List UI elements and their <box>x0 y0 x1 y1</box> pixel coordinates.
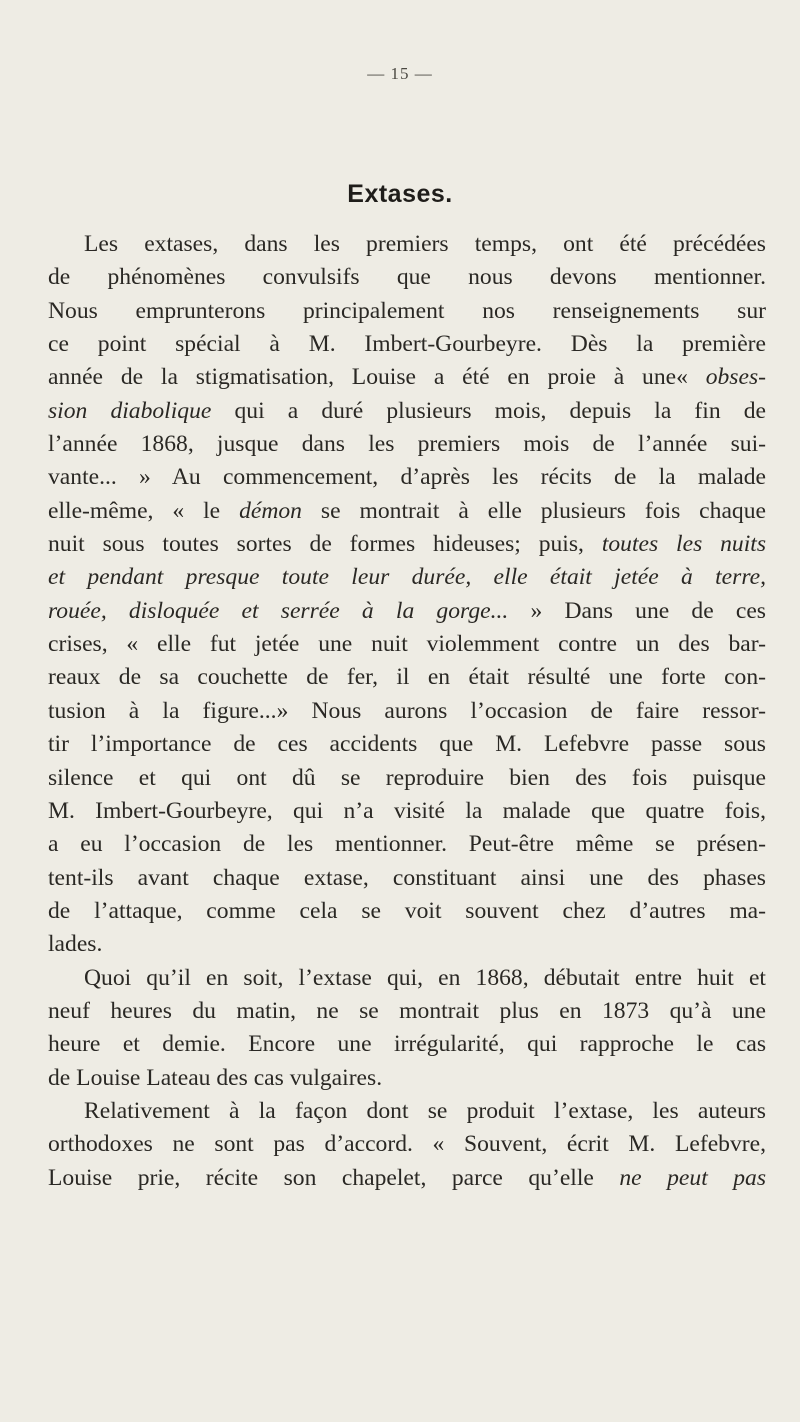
text-segment: Les extases, dans les premiers temps, ont été précédées <box>84 231 766 257</box>
text-segment: silence et qui ont dû se reproduire bien des fois puisque <box>48 764 766 791</box>
italic-text: rouée, disloquée et serrée à la gorge... <box>48 597 509 624</box>
text-segment: ce point spécial à M. Imbert-Gourbeyre. Dès la première <box>48 331 766 358</box>
text-segment: neuf heures du matin, ne se montrait plus en 1873 qu’à une <box>48 997 766 1024</box>
text-segment: heure et demie. Encore une irrégularité, qui rapproche le cas <box>48 1031 766 1058</box>
text-line <box>48 361 766 394</box>
text-line <box>48 661 766 694</box>
text-segment: de Louise Lateau des cas vulgaires. <box>48 1064 383 1091</box>
text-segment: année de la stigmatisation, Louise a été en proie à une« <box>48 364 706 391</box>
text-line <box>48 828 766 861</box>
text-segment: M. Imbert-Gourbeyre, qui n’a visité la malade que quatre fois, <box>48 797 766 824</box>
text-line <box>48 495 766 528</box>
text-segment: de phénomènes convulsifs que nous devons mentionner. <box>48 264 766 291</box>
text-line <box>48 628 766 661</box>
text-line <box>48 461 766 494</box>
text-line <box>48 228 766 261</box>
text-segment: tir l’importance de ces accidents que M. Lefebvre passe sous <box>48 731 766 758</box>
text-line <box>48 395 766 428</box>
text-line <box>48 528 766 561</box>
text-segment: Relativement à la façon dont se produit l’extase, les auteurs <box>84 1097 766 1124</box>
text-segment: tent-ils avant chaque extase, constituant ainsi une des phases <box>48 864 766 891</box>
text-line <box>48 1028 766 1061</box>
text-segment: a eu l’occasion de les mentionner. Peut-être même se présen- <box>48 831 766 858</box>
text-line <box>48 695 766 728</box>
text-segment: de l’attaque, comme cela se voit souvent chez d’autres ma- <box>48 897 766 924</box>
text-segment: qui a duré plusieurs mois, depuis la fin de <box>211 397 766 424</box>
text-line <box>48 595 766 628</box>
text-line <box>48 428 766 461</box>
text-segment: Louise prie, récite son chapelet, parce qu’elle <box>48 1164 620 1191</box>
chapter-title: Extases. <box>347 180 453 208</box>
body-text <box>48 228 766 1195</box>
text-line <box>48 962 766 995</box>
text-line <box>48 295 766 328</box>
text-segment: lades. <box>48 931 103 958</box>
text-line <box>48 261 766 294</box>
italic-text: toutes les nuits <box>601 531 766 558</box>
text-segment: nuit sous toutes sortes de formes hideuses; puis, <box>48 531 602 558</box>
text-line <box>48 862 766 895</box>
text-line <box>48 895 766 928</box>
text-line <box>48 728 766 761</box>
italic-text: ne peut pas <box>619 1164 766 1191</box>
text-line <box>48 795 766 828</box>
text-line <box>48 1062 766 1095</box>
text-segment: Nous emprunterons principalement nos renseignements sur <box>48 297 766 324</box>
text-segment: crises, « elle fut jetée une nuit violemment contre un des bar- <box>48 631 766 658</box>
text-line <box>48 995 766 1028</box>
text-segment: reaux de sa couchette de fer, il en était résulté une forte con- <box>48 664 766 691</box>
italic-text: obses- <box>705 364 766 391</box>
text-segment: vante... » Au commencement, d’après les récits de la malade <box>48 464 766 491</box>
text-line <box>48 1095 766 1128</box>
italic-text: sion diabolique <box>48 397 212 424</box>
text-line <box>48 561 766 594</box>
page-number: — 15 — <box>367 64 433 83</box>
italic-text: démon <box>239 497 302 524</box>
text-line <box>48 1162 766 1195</box>
text-segment: se montrait à elle plusieurs fois chaque <box>301 497 766 524</box>
text-segment: l’année 1868, jusque dans les premiers mois de l’année sui- <box>48 431 766 458</box>
text-segment: orthodoxes ne sont pas d’accord. « Souvent, écrit M. Lefebvre, <box>48 1131 766 1158</box>
text-line <box>48 1128 766 1161</box>
text-segment: tusion à la figure...» Nous aurons l’occasion de faire ressor- <box>48 697 766 724</box>
text-segment: elle-même, « le <box>48 497 240 524</box>
text-segment: » Dans une de ces <box>508 597 766 624</box>
text-line <box>48 762 766 795</box>
text-line <box>48 328 766 361</box>
text-segment: Quoi qu’il en soit, l’extase qui, en 1868, débutait entre huit et <box>84 964 766 991</box>
text-line <box>48 928 766 961</box>
italic-text: et pendant presque toute leur durée, elle était jetée à terre, <box>48 564 766 591</box>
